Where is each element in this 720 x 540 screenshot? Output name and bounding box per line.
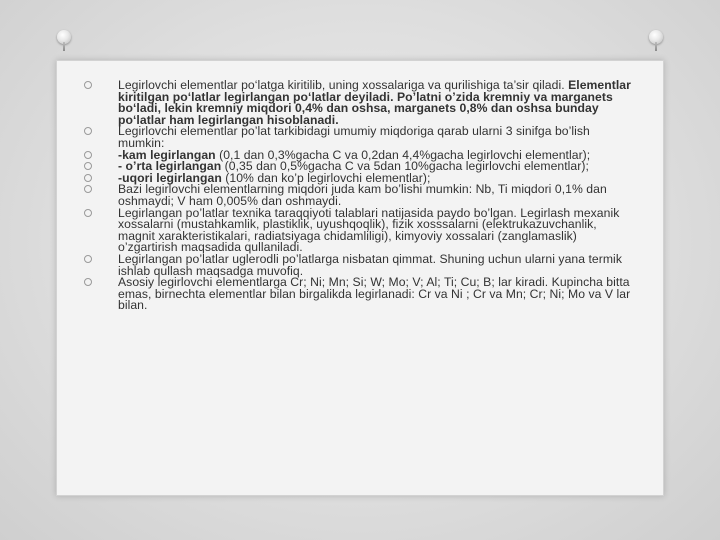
item-text: Asosiy legirlovchi elementlarga Cr; Ni; Mn; Si; W; Mo; V; Al; Ti; Cu; B; lar kiradi. Kupincha bitta emas, birnechta elementlar bilan birgalikda legirlanadi: Cr va Ni ; Cr va Mn; Cr; Ni; Mo va V lar bilan.: [118, 275, 631, 313]
item-text-bold: -uqori legirlangan: [118, 170, 222, 185]
item-text: Legirlangan po’latlar uglerodli po’latlarga nisbatan qimmat. Shuning uchun ularni yana termik ishlab qullash maqsadga muvofiq.: [118, 251, 622, 278]
bullet-circle-icon: [84, 151, 92, 159]
item-text: Bazi legirlovchi elementlarning miqdori juda kam bo’lishi mumkin: Nb, Ti miqdori 0,1% dan oshmaydi; V ham 0,005% dan oshmaydi.: [118, 182, 607, 208]
bullet-circle-icon: [84, 127, 92, 135]
bullet-list: [72, 80, 632, 312]
list-item: [72, 80, 632, 126]
item-text-bold: Elementlar kiritilgan po‘latlar legirlangan po‘latlar deyiladi. Po’latni o’zida kremniy va marganets bo‘ladi, lekin kremniy miqdori 0,4% dan oshsa, marganets 0,8% dan oshsa bunday po‘latlar ham legirlangan hisoblanadi.: [118, 78, 631, 127]
bullet-circle-icon: [84, 255, 92, 263]
item-text: (10% dan ko’p legirlovchi elementlar);: [221, 170, 431, 185]
bullet-circle-icon: [84, 185, 92, 193]
bullet-circle-icon: [84, 174, 92, 182]
list-item: [72, 251, 632, 278]
bullet-circle-icon: [84, 209, 92, 217]
list-item: [72, 205, 632, 255]
bullet-circle-icon: [84, 278, 92, 286]
list-item: [72, 184, 632, 207]
list-item: [72, 277, 632, 312]
item-text: (0,1 dan 0,3%gacha C va 0,2dan 4,4%gacha legirlovchi elementlar);: [215, 147, 591, 162]
item-text-bold: -kam legirlangan: [118, 147, 216, 162]
item-text: Legirlovchi elementlar po’lat tarkibidagi umumiy miqdoriga qarab ularni 3 sinifga bo’lish mumkin:: [118, 124, 590, 150]
item-text: Legirlangan po’latlar texnika taraqqiyoti talablari natijasida paydo bo’lgan. Legirlash mexanik xossalarni (mustahkamlik, plastiklik, uyushqoqlik), fizik xosssalarni (elektrukazuvchanlik, magnit xarakteristikalari, radiatsiyaga chidamliligi), kimyoviy xossalari (zanglamaslik) o’zgartirish maqsadida qullaniladi.: [118, 205, 620, 255]
list-item: [72, 126, 632, 149]
item-text: (0,35 dan 0,5%gacha C va 5dan 10%gacha legirlovchi elementlar);: [221, 159, 589, 174]
item-text-bold: - o’rta legirlangan: [118, 159, 222, 174]
bullet-circle-icon: [84, 81, 92, 89]
pushpin-right-icon: [648, 30, 664, 52]
item-text: Legirlovchi elementlar po‘latga kiritilib, uning xossalariga va qurilishiga ta’sir qiladi.: [118, 78, 569, 92]
pushpin-left-icon: [56, 30, 72, 52]
bullet-circle-icon: [84, 162, 92, 170]
